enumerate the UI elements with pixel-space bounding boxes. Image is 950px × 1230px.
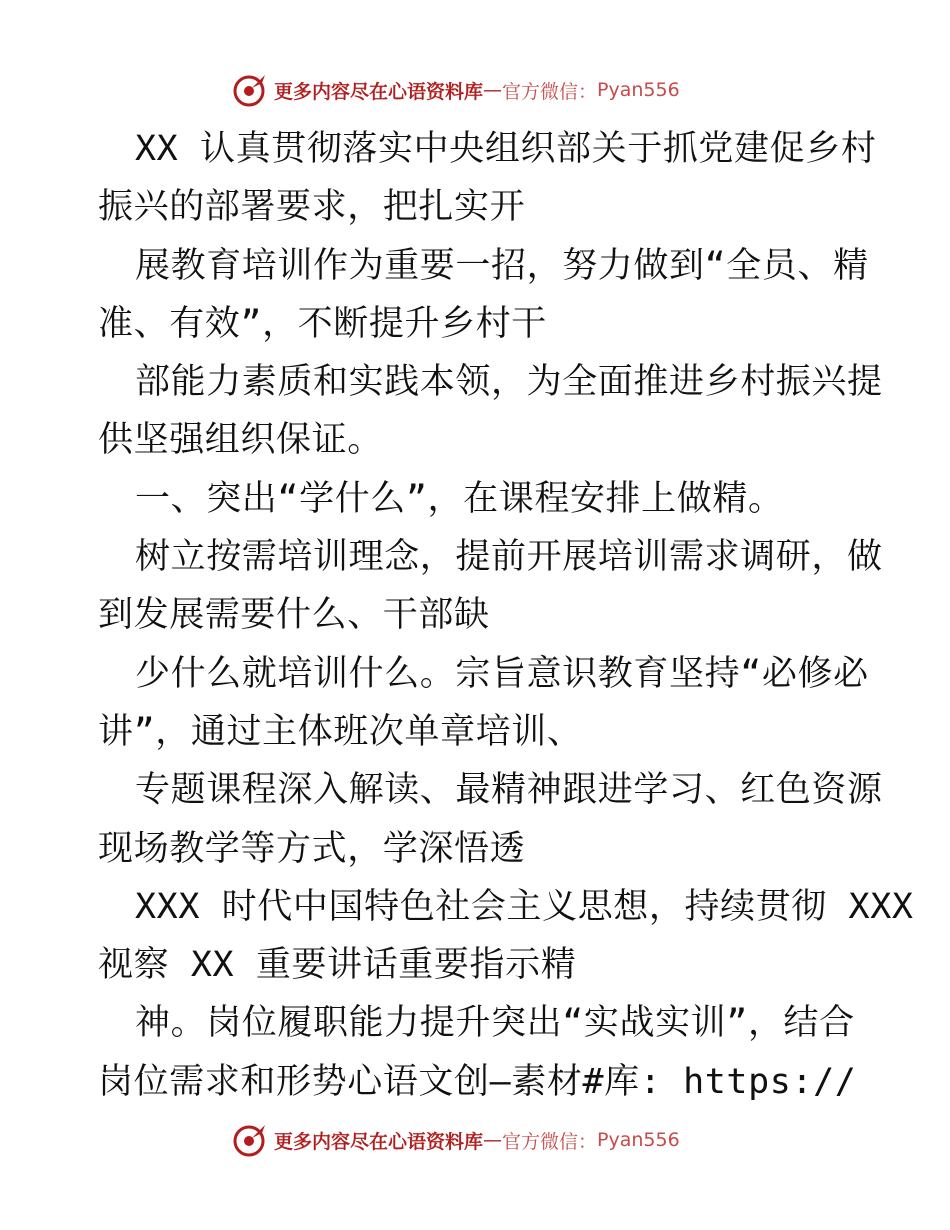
text-line: 树立按需培训理念，提前开展培训需求调研，做: [135, 537, 883, 578]
text-line: XXX 时代中国特色社会主义思想，持续贯彻 XXX: [135, 886, 914, 927]
section-heading: 一、突出“学什么”，在课程安排上做精。: [135, 478, 784, 519]
quill-logo-icon: [232, 72, 268, 108]
banner-wechat-label: 官方微信：: [502, 1130, 598, 1153]
text-line: 展教育培训作为重要一招，努力做到“全员、精: [135, 245, 869, 286]
quill-logo-icon: [232, 1122, 268, 1158]
banner-separator: —: [483, 1129, 503, 1151]
footer-banner: [232, 1122, 680, 1158]
text-line: 供坚强组织保证。: [98, 420, 383, 461]
banner-wechat-id: Pyan556: [597, 1129, 680, 1151]
text-line: 专题课程深入解读、最精神跟进学习、红色资源: [135, 770, 883, 811]
text-line: 现场教学等方式，学深悟透: [98, 828, 526, 869]
text-line: 神。岗位履职能力提升突出“实战实训”，结合: [135, 1003, 855, 1044]
text-line: 部能力素质和实践本领，为全面推进乡村振兴提: [135, 362, 883, 403]
text-line: 到发展需要什么、干部缺: [98, 595, 490, 636]
text-line: 岗位需求和形势心语文创—素材#库: https://: [98, 1061, 857, 1102]
banner-brand: 更多内容尽在心语资料库: [274, 80, 484, 103]
text-line: 视察 XX 重要讲话重要指示精: [98, 945, 577, 986]
banner-separator: —: [483, 79, 503, 101]
header-banner: [232, 72, 680, 108]
text-line: 少什么就培训什么。宗旨意识教育坚持“必修必: [135, 653, 869, 694]
text-line: 讲”，通过主体班次单章培训、: [98, 711, 583, 752]
text-line: 准、有效”，不断提升乡村干: [98, 303, 547, 344]
banner-wechat-id: Pyan556: [597, 79, 680, 101]
banner-wechat-label: 官方微信：: [502, 80, 598, 103]
banner-brand: 更多内容尽在心语资料库: [274, 1130, 484, 1153]
document-body: [98, 120, 914, 1111]
text-line: 振兴的部署要求，把扎实开: [98, 187, 526, 228]
text-line: XX 认真贯彻落实中央组织部关于抓党建促乡村: [135, 129, 877, 169]
